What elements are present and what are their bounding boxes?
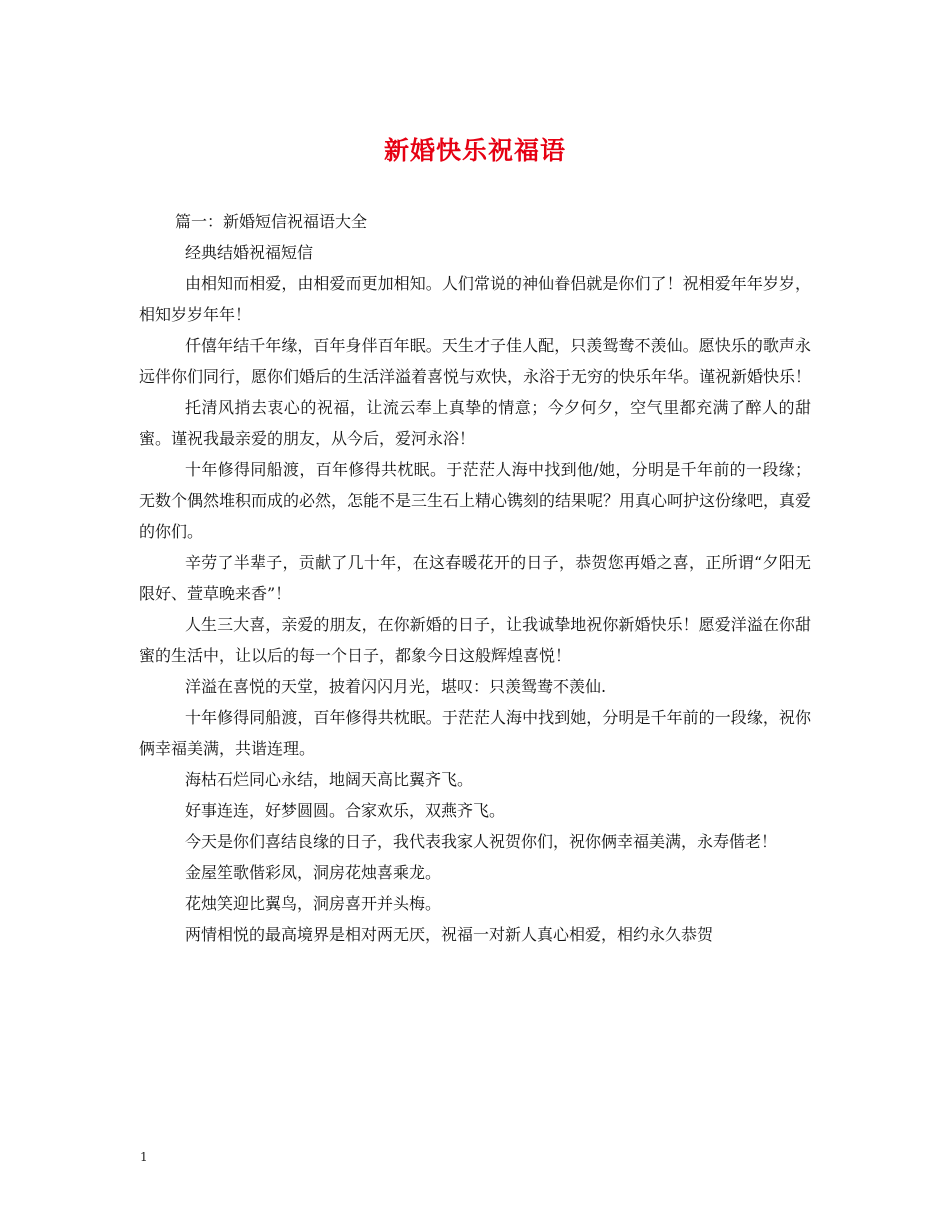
paragraph: 仟僖年结千年缘，百年身伴百年眠。天生才子佳人配，只羡鸳鸯不羡仙。愿快乐的歌声永远伴你们同行，愿你们婚后的生活洋溢着喜悦与欢快，永浴于无穷的快乐年华。谨祝新婚快乐！ bbox=[139, 336, 812, 386]
paragraph: 由相知而相爱，由相爱而更加相知。人们常说的神仙眷侣就是你们了！祝相爱年年岁岁，相知岁岁年年！ bbox=[139, 274, 811, 324]
paragraph: 洋溢在喜悦的天堂，披着闪闪月光，堪叹：只羡鸳鸯不羡仙. bbox=[185, 677, 607, 696]
paragraph: 两情相悦的最高境界是相对两无厌，祝福一对新人真心相爱，相约永久恭贺 bbox=[185, 925, 714, 944]
document-title: 新婚快乐祝福语 bbox=[383, 136, 566, 165]
paragraph: 海枯石烂同心永结，地阔天高比翼齐飞。 bbox=[185, 770, 474, 789]
paragraph: 托清风捎去衷心的祝福，让流云奉上真挚的情意；今夕何夕，空气里都充满了醉人的甜蜜。谨祝我最亲爱的朋友，从今后，爱河永浴！ bbox=[139, 398, 811, 448]
page-number: 1 bbox=[140, 1150, 148, 1164]
paragraph: 十年修得同船渡，百年修得共枕眠。于茫茫人海中找到她，分明是千年前的一段缘，祝你俩幸福美满，共谐连理。 bbox=[139, 708, 811, 758]
paragraph: 今天是你们喜结良缘的日子，我代表我家人祝贺你们，祝你俩幸福美满，永寿偕老！ bbox=[185, 832, 778, 851]
paragraph: 好事连连，好梦圆圆。合家欢乐，双燕齐飞。 bbox=[185, 801, 506, 820]
paragraph: 花烛笑迎比翼鸟，洞房喜开并头梅。 bbox=[185, 894, 442, 913]
paragraph: 人生三大喜，亲爱的朋友，在你新婚的日子，让我诚挚地祝你新婚快乐！愿爱洋溢在你甜蜜的生活中，让以后的每一个日子，都象今日这般辉煌喜悦！ bbox=[139, 615, 811, 665]
document-body bbox=[139, 206, 811, 950]
section-heading: 篇一：新婚短信祝福语大全 bbox=[175, 212, 368, 231]
subheading: 经典结婚祝福短信 bbox=[185, 243, 314, 262]
paragraph: 十年修得同船渡，百年修得共枕眠。于茫茫人海中找到他/她，分明是千年前的一段缘；无数个偶然堆积而成的必然，怎能不是三生石上精心镌刻的结果呢？用真心呵护这份缘吧，真爱的你们。 bbox=[139, 460, 812, 541]
paragraph: 金屋笙歌偕彩凤，洞房花烛喜乘龙。 bbox=[185, 863, 442, 882]
paragraph: 辛劳了半辈子，贡献了几十年，在这春暖花开的日子，恭贺您再婚之喜，正所谓“夕阳无限好、萱草晚来香”！ bbox=[139, 553, 811, 603]
